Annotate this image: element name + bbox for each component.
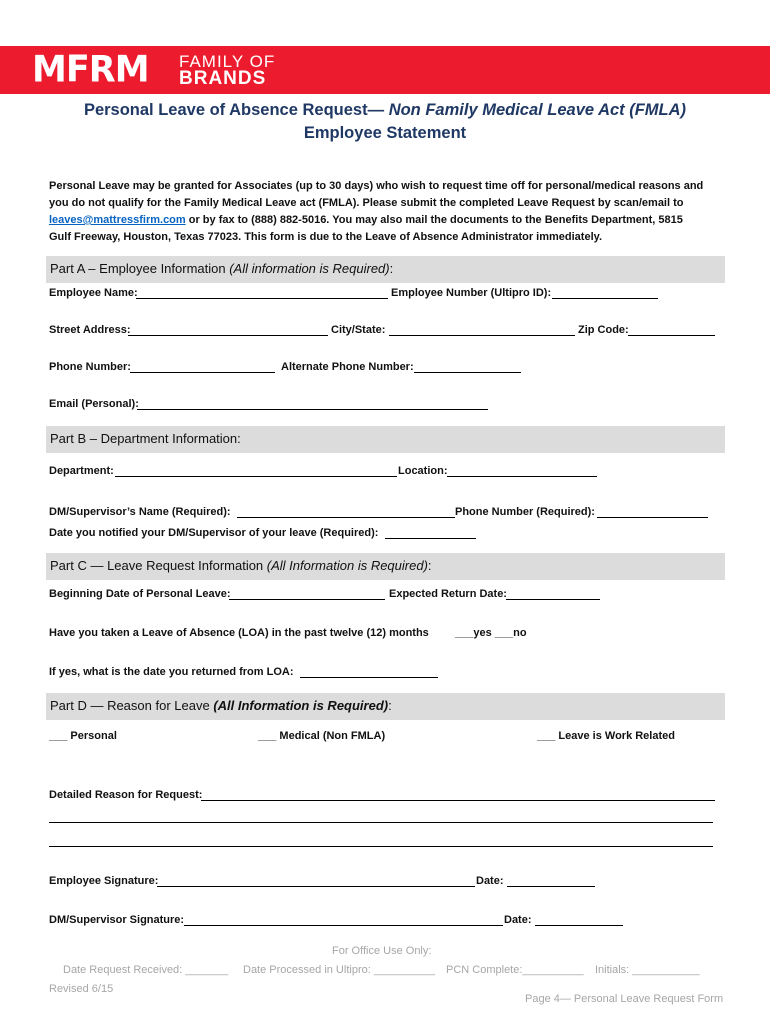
intro-paragraph <box>49 178 729 246</box>
part-d-title <box>50 698 392 713</box>
part-c-header <box>46 553 725 580</box>
part-c-title-suffix: : <box>427 558 432 573</box>
employee-number-label: Employee Number (Ultipro ID): <box>391 287 552 299</box>
alt-phone-label: Alternate Phone Number: <box>281 361 414 373</box>
location-field[interactable] <box>447 476 597 477</box>
employee-date-field[interactable] <box>507 886 595 887</box>
part-d-title-suffix: : <box>388 698 392 713</box>
notified-date-field[interactable] <box>385 538 476 539</box>
zip-code-label: Zip Code: <box>578 324 629 336</box>
location-label: Location: <box>398 465 448 477</box>
part-d-title-text: Part D — Reason for Leave <box>50 698 214 713</box>
dm-signature-field[interactable] <box>184 925 503 926</box>
part-b-title-text: Part B – Department Information <box>50 431 238 446</box>
dm-signature-label: DM/Supervisor Signature: <box>49 914 185 926</box>
option-medical[interactable]: ___ Medical (Non FMLA) <box>258 730 386 742</box>
department-field[interactable] <box>115 476 397 477</box>
phone-number-field[interactable] <box>130 372 275 373</box>
employee-signature-label: Employee Signature: <box>49 875 159 887</box>
family-of-brands-logo <box>179 53 275 87</box>
part-d-title-note: (All Information is Required) <box>213 698 389 713</box>
part-c-title-text: Part C — Leave Request Information <box>50 558 267 573</box>
detailed-reason-line-1[interactable] <box>201 800 715 801</box>
employee-number-field[interactable] <box>552 298 658 299</box>
office-pcn-complete: PCN Complete:__________ <box>446 964 584 976</box>
phone-number-label: Phone Number: <box>49 361 131 373</box>
revised-date: Revised 6/15 <box>49 983 114 995</box>
department-label: Department: <box>49 465 114 477</box>
part-a-header <box>46 256 725 283</box>
past-loa-label: Have you taken a Leave of Absence (LOA) in the past twelve (12) months <box>49 627 429 639</box>
form-title <box>0 101 770 120</box>
part-a-title <box>50 261 393 276</box>
supervisor-name-label: DM/Supervisor’s Name (Required): <box>49 506 231 518</box>
employee-date-label: Date: <box>476 875 504 887</box>
logo-line-brands: BRANDS <box>179 68 267 89</box>
part-b-title-suffix: : <box>237 431 241 446</box>
mfrm-logo: MFRM <box>32 49 149 91</box>
part-b-header <box>46 426 725 453</box>
part-a-title-text: Part A – Employee Information <box>50 261 230 276</box>
supervisor-phone-label: Phone Number (Required): <box>455 506 595 518</box>
supervisor-phone-field[interactable] <box>597 517 708 518</box>
leaves-email-link[interactable]: leaves@mattressfirm.com <box>49 214 186 226</box>
street-address-label: Street Address: <box>49 324 131 336</box>
dm-date-label: Date: <box>504 914 532 926</box>
email-field[interactable] <box>137 409 488 410</box>
office-use-heading: For Office Use Only: <box>332 945 432 957</box>
logo-line-family-of: FAMILY OF <box>179 52 276 71</box>
zip-code-field[interactable] <box>628 335 715 336</box>
form-title-italic: Non Family Medical Leave Act (FMLA) <box>388 101 687 119</box>
part-d-header <box>46 693 725 720</box>
employee-signature-field[interactable] <box>157 886 475 887</box>
email-label: Email (Personal): <box>49 398 139 410</box>
intro-line-1: Personal Leave may be granted for Associates (up to 30 days) who wish to request time off for personal/medical reasons and <box>49 180 704 192</box>
supervisor-name-field[interactable] <box>237 517 455 518</box>
employee-name-field[interactable] <box>136 298 388 299</box>
city-state-field[interactable] <box>389 335 575 336</box>
part-b-title <box>50 431 241 446</box>
intro-line-3 <box>49 212 729 229</box>
page-footer: Page 4— Personal Leave Request Form <box>525 993 724 1005</box>
intro-line-3-rest: or by fax to (888) 882-5016. You may also mail the documents to the Benefits Department, 5815 <box>185 214 683 226</box>
part-c-title <box>50 558 432 573</box>
dm-date-field[interactable] <box>535 925 623 926</box>
part-c-title-note: (All Information is Required) <box>266 558 428 573</box>
office-initials: Initials: ___________ <box>595 964 700 976</box>
street-address-field[interactable] <box>128 335 328 336</box>
city-state-label: City/State: <box>331 324 386 336</box>
part-a-title-suffix: : <box>389 261 394 276</box>
begin-date-label: Beginning Date of Personal Leave: <box>49 588 231 600</box>
form-title-prefix: Personal Leave of Absence Request— <box>83 101 389 119</box>
detailed-reason-line-3[interactable] <box>49 846 713 847</box>
form-subtitle: Employee Statement <box>303 124 467 142</box>
intro-line-2: you do not qualify for the Family Medical Leave act (FMLA). Please submit the completed Leave Request by scan/email to <box>49 197 684 209</box>
part-a-title-note: (All information is Required) <box>229 261 390 276</box>
begin-date-field[interactable] <box>229 599 385 600</box>
option-personal[interactable]: ___ Personal <box>49 730 117 742</box>
notified-date-label: Date you notified your DM/Supervisor of your leave (Required): <box>49 527 379 539</box>
option-work-related[interactable]: ___ Leave is Work Related <box>537 730 675 742</box>
past-loa-yes-no[interactable]: ___yes ___no <box>455 627 527 639</box>
alt-phone-field[interactable] <box>414 372 521 373</box>
return-date-label: Expected Return Date: <box>389 588 507 600</box>
office-date-processed: Date Processed in Ultipro: __________ <box>243 964 436 976</box>
intro-line-4: Gulf Freeway, Houston, Texas 77023. This form is due to the Leave of Absence Administrator immediately. <box>49 231 602 243</box>
employee-name-label: Employee Name: <box>49 287 138 299</box>
detailed-reason-label: Detailed Reason for Request: <box>49 789 203 801</box>
office-date-received: Date Request Received: _______ <box>63 964 229 976</box>
detailed-reason-line-2[interactable] <box>49 822 713 823</box>
returned-date-field[interactable] <box>300 677 438 678</box>
returned-date-label: If yes, what is the date you returned from LOA: <box>49 666 294 678</box>
return-date-field[interactable] <box>506 599 600 600</box>
